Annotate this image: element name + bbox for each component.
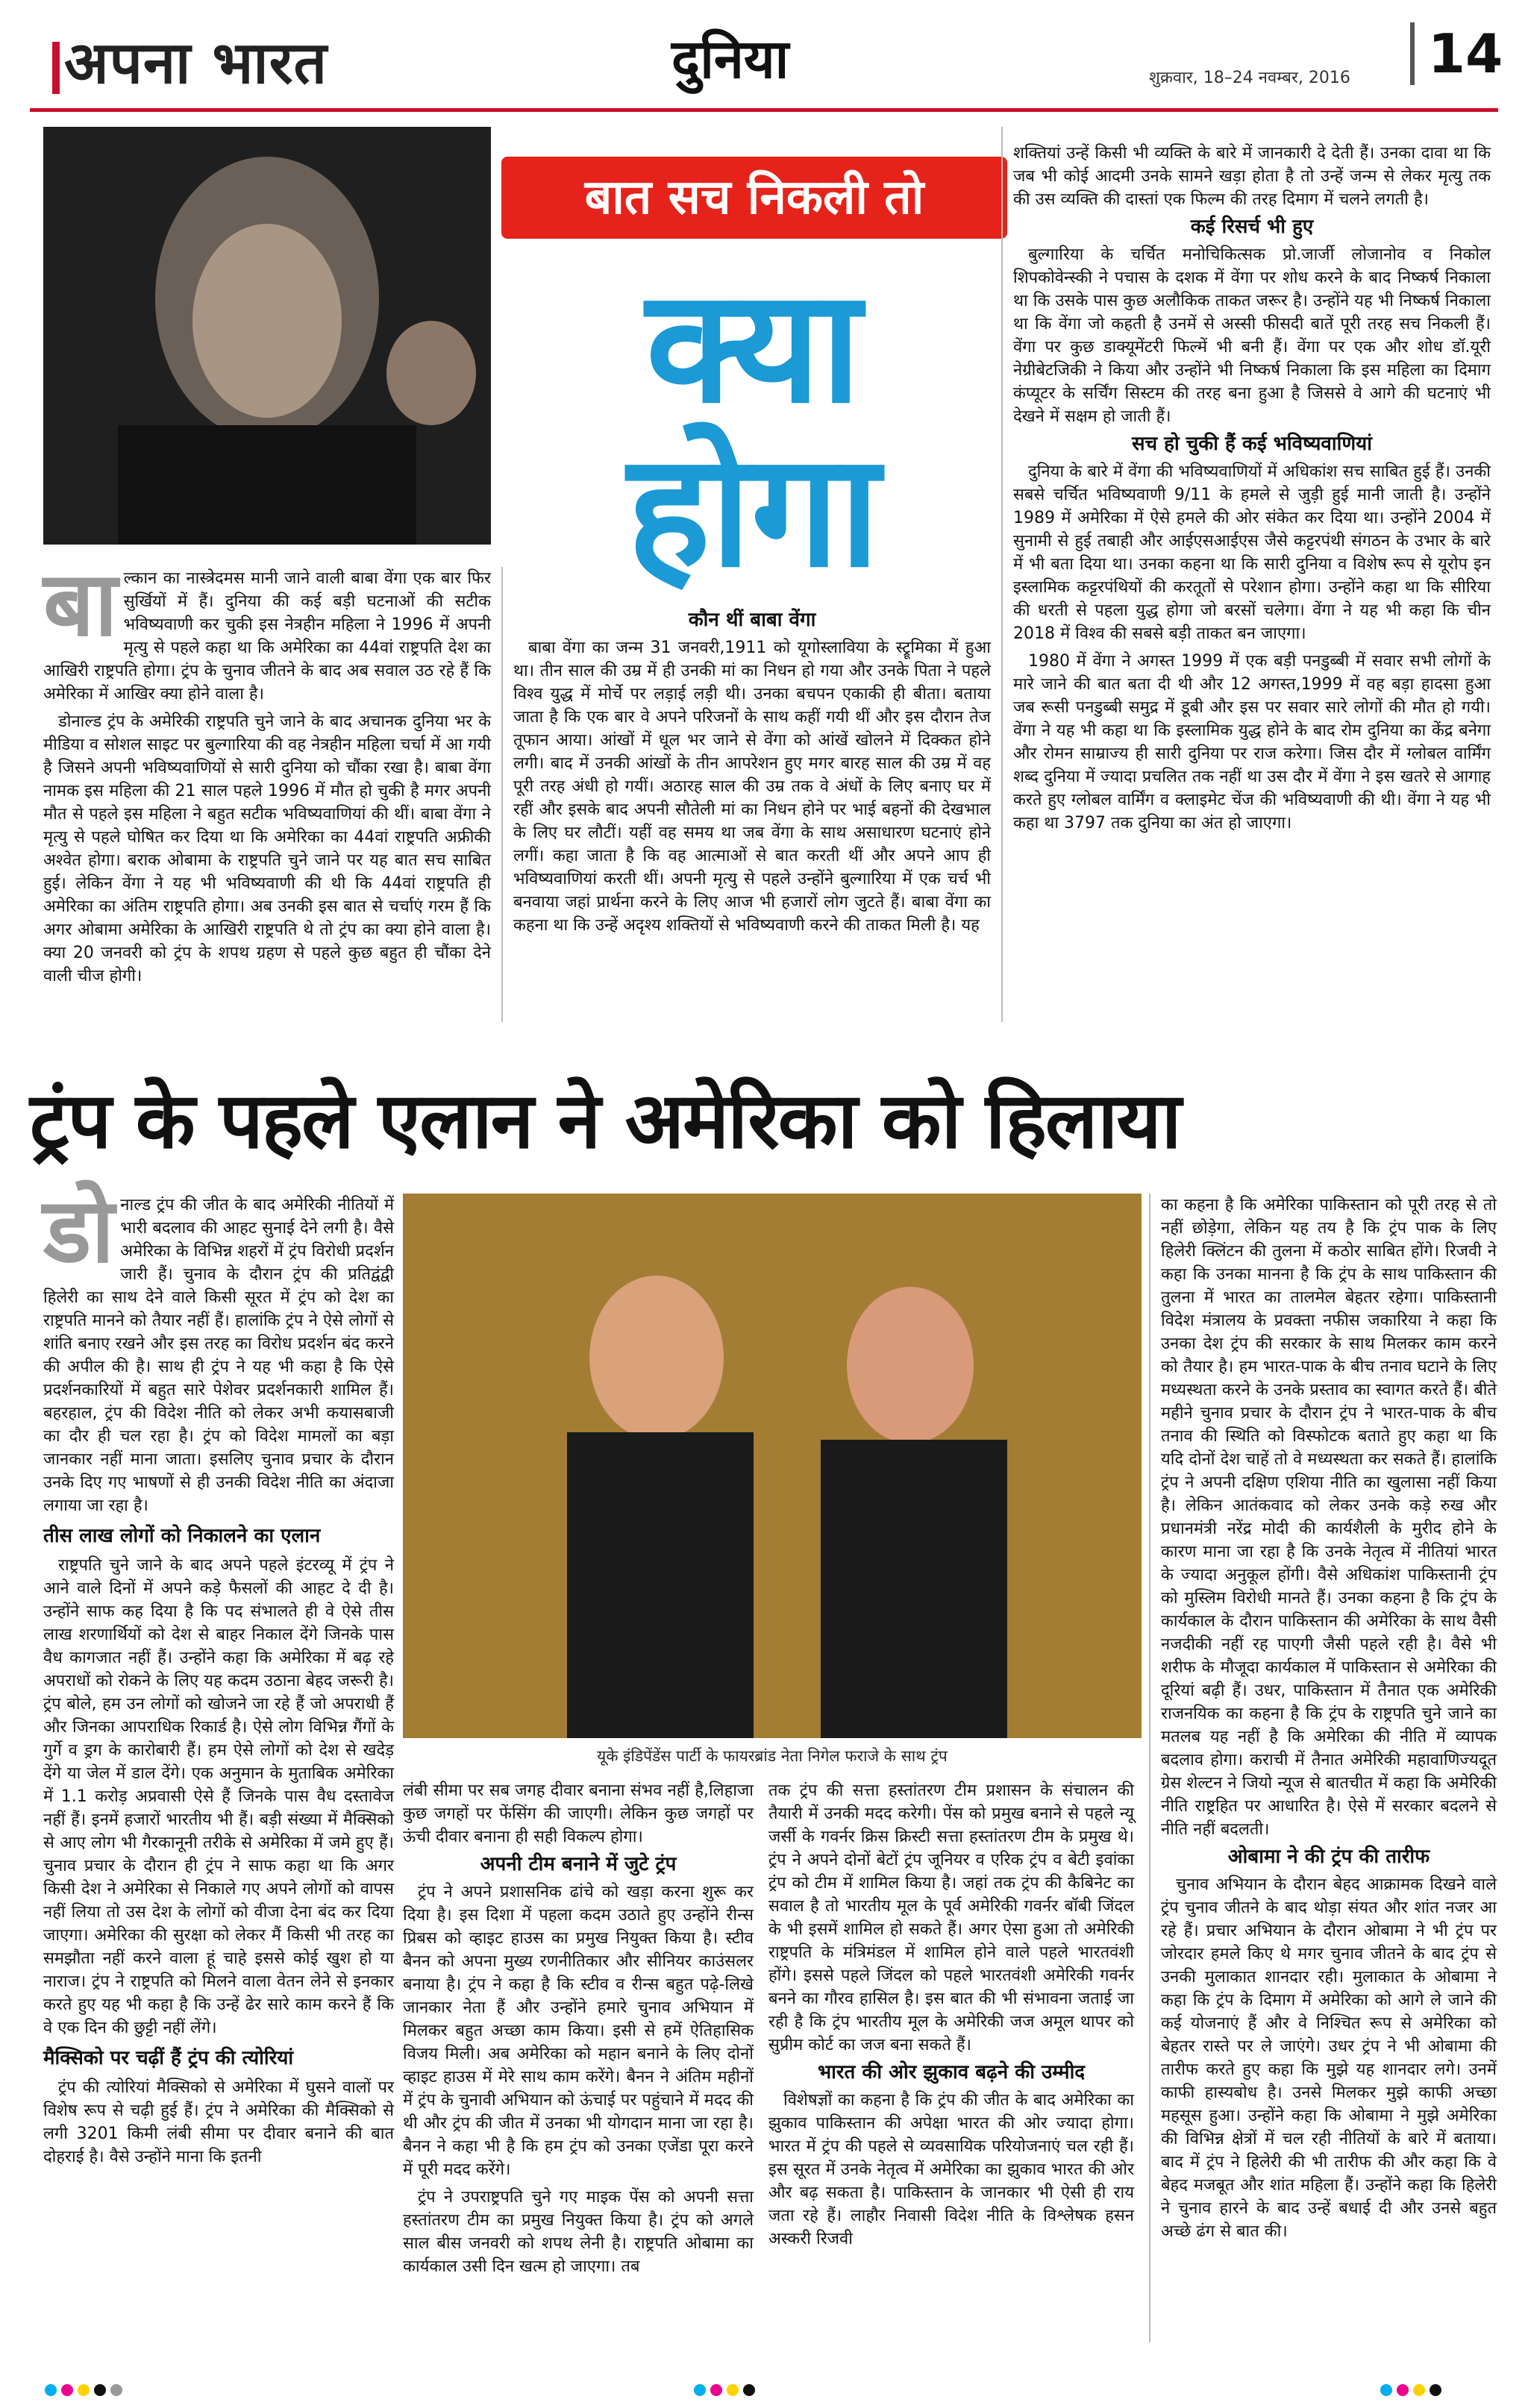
baba-lead-para-1: ल्कान का नास्त्रेदमस मानी जाने वाली बाबा वेंगा एक बार फिर सुर्खियों में हैं। दुनिया की कई बड़ी घटनाओं की सटीक भविष्यवाणी कर चुकी इस नेत्रहीन महिला ने 1996 में अपनी मृत्यु से पहले कहा था कि अमेरिका का 44वां राष्ट्रपति देश का आखिरी राष्ट्रपति होगा। ट्रंप के चुनाव जीतने के बाद अब सवाल उठ रहे हैं कि अमेरिका में आखिर क्या होने वाला है।	[43, 569, 491, 703]
big-word-kya: क्या	[645, 255, 862, 438]
baba-right-para-1: बुल्गारिया के चर्चित मनोचिकित्सक प्रो.जार्जी लोजानोव व निकोल शिपकोवेन्स्की ने पचास के दशक में वेंगा पर शोध करने के बाद निष्कर्ष निकाला था कि उसके पास कुछ अलौकिक ताकत जरूर है। उन्होंने यह भी निष्कर्ष निकाला था कि वेंगा जो कहती है उनमें से अस्सी फीसदी बातें पूरी तरह सच निकली हैं। वेंगा पर कुछ डाक्यूमेंटरी फिल्में भी बनी हैं। वेंगा पर एक और शोध डॉ.यूरी नेग्रीबेटजिकी ने किया और उन्होंने भी निष्कर्ष निकाला कि इस महिला का दिमाग कंप्यूटर के सर्चिंग सिस्टम की तरह बना हुआ है जिससे वे आगे की घटनाएं भी देखने में सक्षम हो जाती हैं।	[1013, 245, 1491, 426]
column-divider	[501, 567, 503, 1022]
trump-col2-para-1: लंबी सीमा पर सब जगह दीवार बनाना संभव नहीं है,लिहाजा कुछ जगहों पर फेंसिंग की जाएगी। लेकिन कुछ जगहों पर ऊंची दीवार बनाना ही सही विकल्प होगा।	[403, 1781, 754, 1846]
baba-mid-column	[513, 604, 991, 941]
trump-col3-heading: भारत की ओर झुकाव बढ़ने की उम्मीद	[817, 2061, 1086, 2084]
trump-right-heading: ओबामा ने की ट्रंप की तारीफ	[1227, 1846, 1430, 1868]
magenta-dot	[61, 2384, 73, 2396]
trump-right-para-2: चुनाव अभियान के दौरान बेहद आक्रामक दिखने वाले ट्रंप चुनाव जीतने के बाद थोड़ा संयत और शांत नजर आ रहे हैं। प्रचार अभियान के दौरान ओबामा ने भी ट्रंप पर जोरदार हमले किए थे मगर चुनाव जीतने के बाद ट्रंप से उनकी मुलाकात शानदार रही। मुलाकात के ओबामा ने कहा कि ट्रंप के दिमाग में अमेरिका को आगे ले जाने की कई योजनाएं हैं और वे निश्चित रूप से अमेरिका को बेहतर रास्ते पर ले जाएंगे। उधर ट्रंप ने भी ओबामा की तारीफ करते हुए कहा कि मुझे यह शानदार लगे। उनमें काफी हास्यबोध है। उनसे मिलकर मुझे काफी अच्छा महसूस हुआ। उन्होंने कहा कि ओबामा ने मुझे अमेरिका की विभिन्न क्षेत्रों में चल रही नीतियों के बारे में बताया। बाद में ट्रंप ने हिलेरी की भी तारीफ की और कहा कि वे बेहद मजबूत और शांत महिला हैं। उन्होंने कहा कि हिलेरी ने चुनाव हारने के बाद उन्हें बधाई दी और उनसे बहुत अच्छे ढंग से बात की।	[1161, 1875, 1497, 2241]
trump-right-column	[1161, 1194, 1497, 2248]
yellow-dot	[1413, 2384, 1425, 2396]
paper-name: अपना भारत	[64, 29, 328, 97]
baba-right-para-2: दुनिया के बारे में वेंगा की भविष्यवाणियों में अधिकांश सच साबित हुई हैं। उनकी सबसे चर्चित भविष्यवाणी 9/11 के हमले से जुड़ी हुई मानी जाती है। उन्होंने 1989 में अमेरिका में ऐसे हमले की ओर संकेत कर दिया था। उन्होंने 2004 में सुनामी से हुई तबाही और आईएसआईएस जैसे कट्टरपंथी संगठन के उभार के बारे में भी बता दिया था। उनका कहना था कि सारी दुनिया व विशेष रूप से यूरोप इन इस्लामिक कट्टरपंथियों की करतूतों से परेशान होगा। उन्होंने कहा था कि सीरिया की धरती से पहला युद्ध होगा जो बरसों चलेगा। वेंगा ने यह भी कहा कि चीन 2018 में विश्व की सबसे बड़ी ताकत बन जाएगा।	[1013, 463, 1491, 643]
trump-col3-para-1: तक ट्रंप की सत्ता हस्तांतरण टीम प्रशासन के संचालन की तैयारी में उनकी मदद करेगी। पेंस को प्रमुख बनाने से पहले न्यू जर्सी के गवर्नर क्रिस क्रिस्टी सत्ता हस्तांतरण टीम के प्रमुख थे। ट्रंप ने अपने दोनों बेटों ट्रंप जूनियर व एरिक ट्रंप व बेटी इवांका ट्रंप को टीम में शामिल किया है। जहां तक ट्रंप की कैबिनेट का सवाल है तो भारतीय मूल के पूर्व अमेरिकी गवर्नर बॉबी जिंदल के भी इसमें शामिल हो सकते हैं। अगर ऐसा हुआ तो अमेरिकी राष्ट्रपति के मंत्रिमंडल में शामिल होने वाले पहले भारतवंशी होंगे। इससे पहले जिंदल को पहले भारतवंशी अमेरिकी गवर्नर बनने का गौरव हासिल है। इस बात की भी संभावना जताई जा रही है कि ट्रंप भारतीय मूल के अमेरिकी जज अमूल थापर को सुप्रीम कोर्ट का जज बना सकते हैं।	[768, 1781, 1134, 2054]
registration-marks-right	[1380, 2384, 1446, 2399]
trump-left-heading-1: तीस लाख लोगों को निकालने का एलान	[43, 1525, 321, 1547]
black-dot	[94, 2384, 106, 2396]
baba-right-heading-2: सच हो चुकी हैं कई भविष्यवाणियां	[1132, 433, 1372, 455]
trump-col3	[768, 1779, 1134, 2255]
grey-dot	[110, 2384, 122, 2396]
registration-marks-center	[694, 2384, 760, 2399]
photo-caption: यूके इंडिपेंडेंस पार्टी के फायरब्रांड नेता निगेल फराजे के साथ ट्रंप	[597, 1747, 948, 1765]
section-title: दुनिया	[671, 27, 789, 90]
trump-headline: ट्रंप के पहले एलान ने अमेरिका को हिलाया	[30, 1075, 1180, 1166]
trump-col2-para-3: ट्रंप ने उपराष्ट्रपति चुने गए माइक पेंस को अपनी सत्ता हस्तांतरण टीम का प्रमुख नियुक्त किया है। ट्रंप को अगले साल बीस जनवरी को शपथ लेनी है। राष्ट्रपति ओबामा का कार्यकाल उसी दिन खत्म हो जाएगा। तब	[403, 2188, 754, 2276]
baba-vanga-photo	[43, 127, 491, 545]
trump-left-para-3: ट्रंप की त्योरियां मैक्सिको से अमेरिका में घुसने वालों पर विशेष रूप से चढ़ी हुई हैं। ट्रंप ने अमेरिका की मैक्सिको से लगी 3201 किमी लंबी सीमा पर दीवार बनाने की बात दोहराई है। वैसे उन्होंने माना कि इतनी	[43, 2078, 394, 2166]
column-divider	[1149, 1194, 1150, 2342]
yellow-dot	[727, 2384, 739, 2396]
column-divider	[1001, 127, 1003, 1022]
baba-banner: बात सच निकली तो	[501, 157, 1007, 239]
page-number: 14	[1410, 22, 1503, 85]
cyan-dot	[45, 2384, 57, 2396]
yellow-dot	[78, 2384, 90, 2396]
masthead-paper-name	[52, 21, 328, 100]
black-dot	[743, 2384, 755, 2396]
trump-left-heading-2: मैक्सिको पर चढ़ीं हैं ट्रंप की त्योरियां	[43, 2047, 294, 2069]
baba-mid-para: बाबा वेंगा का जन्म 31 जनवरी,1911 को यूगोस्लाविया के स्ट्रूमिका में हुआ था। तीन साल की उम्र में ही उनकी मां का निधन हो गया और उनके पिता ने पहले विश्व युद्ध में मोर्चे पर लड़ाई लड़ी थी। उनका बचपन एकाकी ही बीता। बताया जाता है कि एक बार वे अपने परिजनों के साथ कहीं गयी थीं और इस दौरान तेज तूफान आया। आंखों में धूल भर जाने से वेंगा को आंखें खोलने में दिक्कत होने लगी। बाद में उनकी आंखों के तीन आपरेशन हुए मगर बारह साल की उम्र में वह पूरी तरह अंधी हो गयीं। अठारह साल की उम्र तक वे अंधों के लिए बनाए घर में रहीं और इसके बाद अपनी सौतेली मां का निधन होने पर भाई बहनों की देखभाल के लिए घर लौटीं। यहीं वह समय था जब वेंगा के साथ असाधारण घटनाएं होने लगीं। कहा जाता है कि वह आत्माओं से बात करती थीं और अपने आप ही भविष्यवाणियां करती थीं। अपनी मृत्यु से पहले उन्होंने बुल्गारिया में एक चर्च भी बनवाया जहां प्रार्थना करने के लिए आज भी हजारों लोग जुटते हैं। बाबा वेंगा का कहना था कि उन्हें अदृश्य शक्तियों से भविष्यवाणी करने की ताकत मिली है। यह	[513, 639, 991, 935]
trump-farage-photo	[403, 1194, 1142, 1738]
big-word-hoga: होगा	[627, 419, 880, 602]
baba-right-para-3: 1980 में वेंगा ने अगस्त 1999 में एक बड़ी पनडुब्बी में सवार सभी लोगों के मारे जाने की बात बता दी थी और 12 अगस्त,1999 में वह बड़ा हादसा हुआ जब रूसी पनडुब्बी समुद्र में डूबी और इस पर सवार सारे लोगों की मौत हो गयी। वेंगा ने यह भी कहा था कि इस्लामिक युद्ध होने के बाद रोम दुनिया का केंद्र बनेगा और रोमन साम्राज्य ही सारी दुनिया पर राज करेगा। जिस दौर में ग्लोबल वार्मिंग शब्द दुनिया में ज्यादा प्रचलित तक नहीं था उस दौर में वेंगा ने इस खतरे से आगाह करते हुए ग्लोबल वार्मिंग व क्लाइमेट चेंज की भविष्यवाणी की थी। वेंगा ने यह भी कहा था 3797 तक दुनिया का अंत हो जाएगा।	[1013, 652, 1491, 833]
baba-right-column	[1013, 142, 1491, 839]
trump-col3-para-2: विशेषज्ञों का कहना है कि ट्रंप की जीत के बाद अमेरिका का झुकाव पाकिस्तान की अपेक्षा भारत की ओर ज्यादा होगा। भारत में ट्रंप की पहले से व्यवसायिक परियोजनाएं चल रही हैं। इस सूरत में उनके नेतृत्व में अमेरिका का झुकाव भारत की ओर और बढ़ सकता है। पाकिस्तान के जानकार भी ऐसी ही राय जता रहे हैं। लाहौर निवासी विदेश नीति के विश्लेषक हसन अस्करी रिजवी	[768, 2091, 1134, 2248]
dateline: शुक्रवार, 18–24 नवम्बर, 2016	[1149, 69, 1350, 87]
trump-right-para-1: का कहना है कि अमेरिका पाकिस्तान को पूरी तरह से तो नहीं छोड़ेगा, लेकिन यह तय है कि ट्रंप पाक के लिए हिलेरी क्लिंटन की तुलना में कठोर साबित होंगे। रिजवी ने कहा कि उनका मानना है कि ट्रंप के साथ पाकिस्तान की तुलना में भारत का तालमेल बेहतर रहेगा। पाकिस्तानी विदेश मंत्रालय के प्रवक्ता नफीस जकारिया ने कहा कि उनका देश ट्रंप की सरकार के साथ मिलकर काम करने को तैयार है। हम भारत-पाक के बीच तनाव घटाने के लिए मध्यस्थता करने के उनके प्रस्ताव का स्वागत करते हैं। बीते महीने चुनाव प्रचार के दौरान ट्रंप ने भारत-पाक के बीच तनाव की स्थिति को विस्फोटक बताते हुए कहा था कि यदि दोनों देश चाहें तो वे मध्यस्थता कर सकते हैं। हालांकि ट्रंप ने अपनी दक्षिण एशिया नीति का खुलासा नहीं किया है। लेकिन आतंकवाद को लेकर उनके कड़े रुख और प्रधानमंत्री नरेंद्र मोदी की कार्यशैली के मुरीद होने के कारण माना जा रहा है कि उनके नेतृत्व में नीतियां भारत के ज्यादा अनुकूल होंगी। वैसे अधिकांश पाकिस्तानी ट्रंप को मुस्लिम विरोधी मानते हैं। उनका कहना है कि ट्रंप के कार्यकाल के दौरान पाकिस्तान की अमेरिका के साथ वैसी नजदीकी नहीं रह पाएगी जैसी पहले रही है। वैसे भी शरीफ के मौजूदा कार्यकाल में पाकिस्तान से अमेरिका की दूरियां बढ़ी हैं। उधर, पाकिस्तान में तैनात एक अमेरिकी राजनयिक का कहना है कि ट्रंप के राष्ट्रपति चुने जाने का मतलब यह नहीं है कि अमेरिका की नीति में व्यापक बदलाव होगा। कराची में तैनात अमेरिकी महावाणिज्यदूत ग्रेस शेल्टन ने जियो न्यूज से बातचीत में कहा कि अमेरिकी नीति राष्ट्रहित पर आधारित है। ऐसे में सरकार बदलने से नीति नहीं बदलती।	[1161, 1196, 1497, 1839]
trump-left-para-2: राष्ट्रपति चुने जाने के बाद अपने पहले इंटरव्यू में ट्रंप ने आने वाले दिनों में अपने कड़े फैसलों की आहट दे दी है। उन्होंने साफ कह दिया है कि पद संभालते ही वे ऐसे तीस लाख शरणार्थियों को देश से बाहर निकाल देंगे जिनके पास वैध कागजात नहीं हैं। उन्होंने कहा कि अमेरिका में बढ़ रहे अपराधों को रोकने के लिए यह कदम उठाना बेहद जरूरी है। ट्रंप बोले, हम उन लोगों को खोजने जा रहे हैं जो अपराधी हैं और जिनका आपराधिक रिकार्ड है। ऐसे लोग विभिन्न गैंगों के गुर्गे व ड्रग के कारोबारी हैं। हम ऐसे लोगों को देश से खदेड़ देंगे या जेल में डाल देंगे। एक अनुमान के मुताबिक अमेरिका में 1.1 करोड़ अप्रवासी ऐसे हैं जिनके पास वैध दस्तावेज नहीं हैं। इनमें हजारों भारतीय भी हैं। बड़ी संख्या में मैक्सिको से आए लोग भी गैरकानूनी तरीके से अमेरिका में जमे हुए हैं। चुनाव प्रचार के दौरान ही ट्रंप ने साफ कहा था कि अगर किसी देश ने अमेरिका से निकाले गए अपने लोगों को वापस नहीं लिया तो उस देश के लोगों को वीजा देना बंद कर दिया जाएगा। अमेरिका की सुरक्षा को लेकर मैं किसी भी तरह का समझौता नहीं करने वाला हूं चाहे इससे कोई खुश हो या नाराज। ट्रंप ने राष्ट्रपति को मिलने वाला वेतन लेने से इनकार करते हुए यह भी कहा है कि उन्हें ढेर सारे काम करने हैं कि वे एक दिन की छुट्टी नहीं लेंगे।	[43, 1556, 394, 2037]
baba-lead-column	[43, 551, 491, 992]
trump-left-column	[43, 1178, 394, 2173]
trump-col2-heading: अपनी टीम बनाने में जुटे ट्रंप	[480, 1853, 677, 1875]
dropcap: बा	[43, 551, 118, 656]
magenta-dot	[710, 2384, 722, 2396]
top-rule	[30, 108, 1498, 112]
black-dot	[1430, 2384, 1441, 2396]
magenta-dot	[1397, 2384, 1409, 2396]
cyan-dot	[694, 2384, 706, 2396]
cyan-dot	[1380, 2384, 1392, 2396]
baba-right-heading-1: कई रिसर्च भी हुए	[1190, 216, 1314, 238]
baba-right-top: शक्तियां उन्हें किसी भी व्यक्ति के बारे में जानकारी दे देती हैं। उनका दावा था कि जब भी कोई आदमी उनके सामने खड़ा होता है तो उन्हें जन्म से लेकर मृत्यु तक की उस व्यक्ति की दास्तां एक फिल्म की तरह दिमाग में चलने लगती है।	[1013, 144, 1491, 209]
trump-left-para-1: नाल्ड ट्रंप की जीत के बाद अमेरिकी नीतियों में भारी बदलाव की आहट सुनाई देने लगी है। वैसे अमेरिका के विभिन्न शहरों में ट्रंप विरोधी प्रदर्शन जारी हैं। चुनाव के दौरान ट्रंप की प्रतिद्वंद्वी हिलेरी का साथ देने वाले किसी सूरत में ट्रंप को देश का राष्ट्रपति मानने को तैयार नहीं हैं। हालांकि ट्रंप ने ऐसे लोगों से शांति बनाए रखने और इस तरह का विरोध प्रदर्शन बंद करने की अपील की है। साथ ही ट्रंप ने यह भी कहा है कि ऐसे प्रदर्शनकारियों में बहुत सारे पेशेवर प्रदर्शनकारी शामिल हैं। बहरहाल, ट्रंप की विदेश नीति को लेकर अभी कयासबाजी का दौर ही चल रहा है। ट्रंप को विदेश मामलों का बड़ा जानकार नहीं माना जाता। इसलिए चुनाव प्रचार के दौरान उनके दिए गए भाषणों से ही उनकी विदेश नीति का अंदाजा लगाया जा रहा है।	[43, 1196, 394, 1515]
masthead-bar	[52, 42, 60, 94]
dropcap: डो	[43, 1178, 115, 1283]
trump-col2	[403, 1779, 754, 2283]
trump-col2-para-2: ट्रंप ने अपने प्रशासनिक ढांचे को खड़ा करना शुरू कर दिया है। इस दिशा में पहला कदम उठाते हुए उन्होंने रीन्स प्रिबस को व्हाइट हाउस का प्रमुख नियुक्त किया है। स्टीव बैनन को अपना मुख्य रणनीतिकार और सीनियर काउंसलर बनाया है। ट्रंप ने कहा है कि स्टीव व रीन्स बहुत पढ़े-लिखे जानकार नेता हैं और उन्होंने हमारे चुनाव अभियान में मिलकर बहुत अच्छा काम किया। इसी से हमें ऐतिहासिक विजय मिली। अब अमेरिका को महान बनाने के लिए दोनों व्हाइट हाउस में मेरे साथ काम करेंगे। बैनन ने अंतिम महीनों में ट्रंप के चुनावी अभियान को ऊंचाई पर पहुंचाने में मदद की थी और ट्रंप की जीत में उनका भी योगदान माना जा रहा है। बैनन ने कहा भी है कि हम ट्रंप को उनका एजेंडा पूरा करने में पूरी मदद करेंगे।	[403, 1883, 754, 2179]
baba-lead-para-2: डोनाल्ड ट्रंप के अमेरिकी राष्ट्रपति चुने जाने के बाद अचानक दुनिया भर के मीडिया व सोशल साइट पर बुल्गारिया की वह नेत्रहीन महिला चर्चा में आ गयी है जिसने अपनी भविष्यवाणियों से सारी दुनिया को चौंका रखा है। बाबा वेंगा नामक इस महिला की 21 साल पहले 1996 में मौत हो चुकी है मगर अपनी मौत से पहले इस महिला ने बहुत सटीक भविष्यवाणियां की थीं। बाबा वेंगा ने मृत्यु से पहले घोषित कर दिया था कि अमेरिका का 44वां राष्ट्रपति अफ्रीकी अश्वेत होगा। बराक ओबामा के राष्ट्रपति चुने जाने पर यह बात सच साबित हुई। लेकिन वेंगा ने यह भी भविष्यवाणी की थी कि 44वां राष्ट्रपति ही अमेरिका का अंतिम राष्ट्रपति होगा। अब उनकी इस बात से चर्चाएं गरम हैं कि अगर ओबामा अमेरिका के आखिरी राष्ट्रपति थे तो ट्रंप का क्या होने वाला है। क्या 20 जनवरी को ट्रंप के शपथ ग्रहण से पहले कुछ बहुत ही चौंका देने वाली चीज होगी।	[43, 712, 491, 985]
baba-mid-heading: कौन थीं बाबा वेंगा	[688, 609, 816, 631]
registration-marks-left	[45, 2384, 127, 2399]
